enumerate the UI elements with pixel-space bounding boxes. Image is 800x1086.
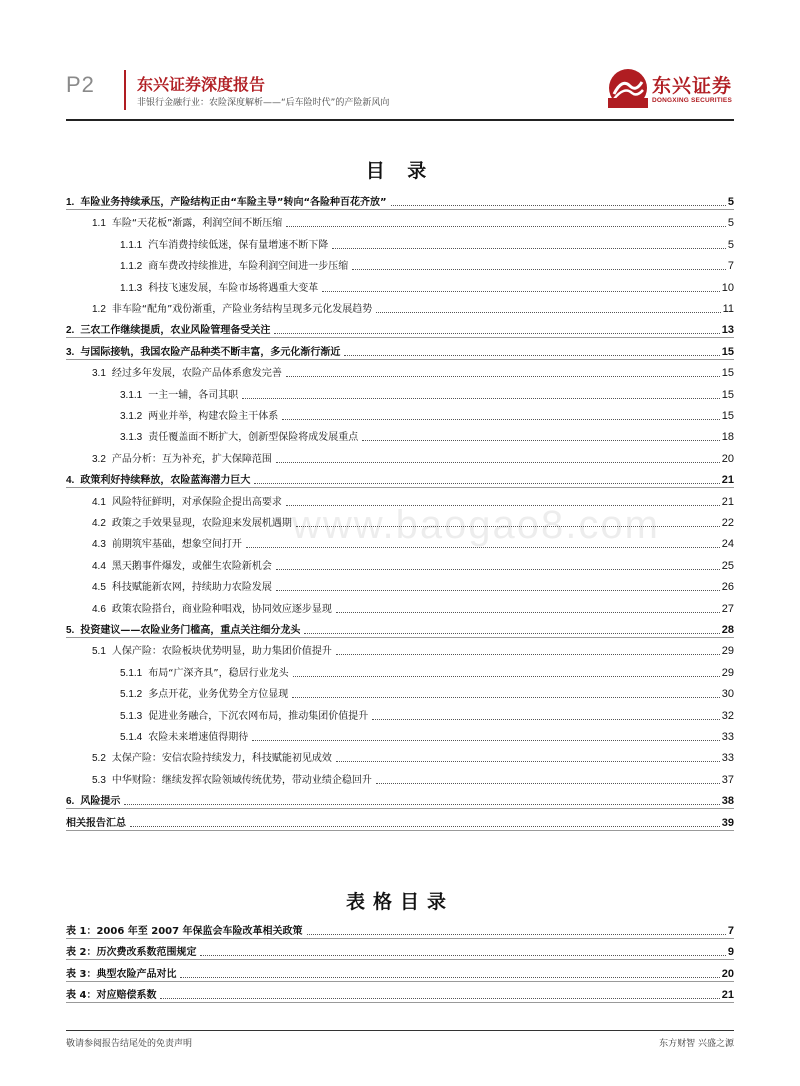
dot-leader [307, 934, 726, 935]
dot-leader [242, 398, 720, 399]
toc-entry-number: 4.2 [92, 518, 106, 529]
toc-entry-label [92, 496, 284, 509]
toc-entry-label [66, 474, 252, 487]
toc-entry[interactable] [66, 339, 734, 360]
toc-entry-label [92, 217, 284, 230]
toc-entry-label [120, 389, 240, 402]
toc-entry-number: 3.2 [92, 453, 106, 465]
toc-entry[interactable] [66, 703, 734, 723]
toc-entry-text: 商车费改持续推进，车险利润空间进一步压缩 [148, 261, 349, 273]
toc-entry-page: 32 [721, 709, 734, 722]
toc-entry-page: 21 [721, 495, 734, 508]
toc-entry-label [92, 581, 274, 594]
toc-entry-page: 15 [721, 388, 734, 401]
toc-entry-page: 29 [721, 645, 734, 658]
toc-entry[interactable] [66, 403, 734, 423]
toc-entry-text: 相关报告汇总 [66, 817, 126, 829]
toc-entry-number: 5. [66, 625, 75, 636]
toc-entry-page: 15 [721, 410, 734, 422]
dot-leader [254, 483, 719, 484]
toc-entry-page: 33 [721, 752, 734, 765]
toc-entry[interactable] [66, 767, 734, 787]
toc-title: 目 录 [365, 160, 435, 182]
toc-entry[interactable] [66, 638, 734, 658]
toc-entry[interactable] [66, 360, 734, 380]
toc-entry-page: 7 [727, 260, 734, 273]
logo-text-cn: 东兴证券 [652, 75, 733, 97]
toc-entry-number: 3. [66, 346, 75, 358]
toc-entry[interactable] [66, 232, 734, 252]
toc-entry-label [120, 710, 370, 723]
toc-entry-text: 一主一辅，各司其职 [148, 389, 239, 401]
table-entry-page: 21 [721, 989, 734, 1002]
toc-entry[interactable] [66, 553, 734, 573]
dot-leader [286, 376, 720, 377]
toc-entry-number: 4. [66, 475, 75, 487]
toc-entry[interactable] [66, 253, 734, 273]
toc-entry-text: 车险“天花板”渐露，利润空间不断压缩 [111, 218, 283, 230]
dot-leader [276, 569, 720, 570]
toc-entry-label [66, 624, 302, 637]
toc-entry-number: 3.1.2 [120, 411, 143, 422]
table-entry-page: 7 [727, 925, 734, 937]
dot-leader [304, 633, 719, 634]
toc-entry-number: 5.3 [92, 774, 106, 786]
dot-leader [274, 333, 719, 334]
toc-entry-label [92, 303, 374, 316]
toc-entry[interactable] [66, 317, 734, 338]
toc-entry-page: 24 [721, 538, 734, 551]
toc-entry-label [66, 346, 342, 359]
dot-leader [292, 697, 720, 698]
toc-entry-number: 4.5 [92, 582, 106, 594]
toc-entry-text: 三农工作继续提质，农业风险管理备受关注 [80, 325, 271, 337]
toc-entry-page: 37 [721, 773, 734, 786]
toc-entry-page: 18 [721, 431, 734, 444]
toc-entry-page: 5 [727, 217, 734, 230]
toc-entry-label [120, 282, 320, 295]
footer-slogan: 东方财智 兴盛之源 [659, 1039, 734, 1049]
toc-entry-text: 政策之手效果显现，农险迎来发展机遇期 [111, 518, 292, 529]
toc-entry-label [92, 453, 274, 466]
tables-toc-title: 表格目录 [345, 891, 454, 913]
toc-entry-page: 11 [722, 303, 734, 315]
dot-leader [372, 719, 720, 720]
page-number: P2 [66, 72, 95, 97]
table-entry-page: 20 [721, 967, 734, 980]
toc-entry[interactable] [66, 275, 734, 295]
toc-entry-number: 6. [66, 796, 75, 808]
toc-entry-text: 车险业务持续承压，产险结构正由“车险主导”转向“各险种百花齐放” [80, 197, 387, 208]
dot-leader [376, 783, 720, 784]
toc-entry-text: 两业并举，构建农险主干体系 [148, 411, 279, 422]
toc-entry-page: 21 [721, 474, 734, 487]
toc-entry-number: 3.1.3 [120, 432, 143, 444]
table-entry[interactable] [66, 918, 734, 939]
toc-entry[interactable] [66, 810, 734, 831]
toc-entry-number: 5.2 [92, 753, 106, 765]
toc-entry-label [120, 731, 250, 744]
toc-entry[interactable] [66, 617, 734, 638]
dot-leader [376, 312, 720, 313]
toc-entry-label [92, 774, 374, 787]
toc-entry-page: 38 [721, 795, 734, 808]
toc-entry-page: 5 [727, 238, 734, 251]
toc-entry-label [120, 688, 290, 701]
toc-entry-page: 39 [721, 816, 734, 829]
toc-entry-text: 农险未来增速值得期待 [148, 732, 249, 743]
toc-entry-number: 1. [66, 197, 75, 208]
dot-leader [352, 269, 726, 270]
toc-entry[interactable] [66, 745, 734, 765]
toc-entry-text: 非车险“配角”戏份渐重，产险业务结构呈现多元化发展趋势 [111, 304, 373, 315]
toc-entry[interactable] [66, 446, 734, 466]
toc-entry-label [66, 196, 389, 209]
toc-entry-label [92, 538, 244, 551]
toc-entry-number: 4.1 [92, 496, 106, 508]
dot-leader [293, 676, 720, 677]
toc-entry-number: 4.4 [92, 560, 106, 572]
toc-entry-label [120, 239, 330, 252]
table-entry-label: 表 4：对应赔偿系数 [66, 990, 157, 1002]
toc-entry-page: 5 [727, 196, 734, 208]
dot-leader [252, 740, 720, 741]
toc-entry-number: 1.1.1 [120, 239, 143, 251]
toc-entry-text: 与国际接轨，我国农险产品种类不断丰富，多元化渐行渐近 [80, 346, 341, 358]
toc-entry-text: 促进业务融合，下沉农网布局，推动集团价值提升 [148, 710, 369, 722]
toc-entry-number: 5.1.2 [120, 689, 143, 701]
dot-leader [282, 419, 720, 420]
dot-leader [332, 248, 726, 249]
dot-leader [336, 654, 720, 655]
toc-entry-label [92, 603, 334, 616]
toc-entry-page: 33 [721, 731, 734, 743]
toc-entry-number: 5.1.4 [120, 732, 143, 743]
toc-entry-text: 多点开花，业务优势全方位显现 [148, 689, 289, 701]
toc-entry-label [92, 560, 274, 573]
toc-entry-text: 风险提示 [80, 796, 121, 808]
dot-leader [276, 462, 720, 463]
toc-entry-text: 汽车消费持续低迷，保有量增速不断下降 [148, 239, 329, 251]
dot-leader [200, 955, 725, 956]
table-entry[interactable] [66, 982, 734, 1003]
toc-entry-label [120, 667, 291, 680]
toc-entry-page: 30 [721, 688, 734, 701]
toc-entry[interactable] [66, 189, 734, 210]
toc-entry[interactable] [66, 788, 734, 809]
toc-entry-text: 人保产险：农险板块优势明显，助力集团价值提升 [111, 646, 332, 658]
toc-entry-text: 经过多年发展，农险产品体系愈发完善 [111, 368, 282, 380]
dot-leader [286, 226, 726, 227]
table-entry[interactable] [66, 939, 734, 960]
toc-entry[interactable] [66, 210, 734, 230]
toc-entry[interactable] [66, 467, 734, 488]
toc-entry-label [120, 260, 350, 273]
report-subtitle: 非银行金融行业：农险深度解析——“后车险时代”的产险新风向 [137, 98, 390, 108]
toc-entry-page: 29 [721, 666, 734, 679]
dot-leader [362, 440, 720, 441]
toc-entry-text: 科技赋能新农网，持续助力农险发展 [111, 582, 272, 594]
toc-entry-number: 4.6 [92, 603, 106, 615]
toc-entry-number: 5.1.3 [120, 710, 143, 722]
toc-entry[interactable] [66, 424, 734, 444]
logo-mark-icon [608, 68, 648, 108]
toc-entry-page: 10 [721, 281, 734, 294]
dot-leader [322, 291, 720, 292]
table-entry-label: 表 3：典型农险产品对比 [66, 968, 177, 980]
dot-leader [130, 826, 720, 827]
toc-entry-number: 1.1 [92, 218, 106, 230]
dot-leader [336, 761, 720, 762]
dot-leader [336, 612, 720, 613]
toc-entry[interactable] [66, 296, 734, 316]
toc-entry-text: 政策农险搭台，商业险种唱戏，协同效应逐步显现 [111, 603, 332, 615]
toc-entry-text: 产品分析：互为补充，扩大保障范围 [111, 453, 272, 465]
toc-entry-text: 科技飞速发展，车险市场将遇重大变革 [148, 282, 319, 294]
toc-entry[interactable] [66, 574, 734, 594]
logo-text-en: DONGXING SECURITIES [652, 97, 733, 104]
toc-entry-page: 25 [721, 559, 734, 572]
dot-leader [180, 977, 719, 978]
toc-entry-number: 4.3 [92, 539, 106, 551]
toc-entry-number: 2. [66, 325, 75, 337]
footer-rule [66, 1030, 734, 1031]
dot-leader [391, 205, 726, 206]
toc-entry[interactable] [66, 596, 734, 616]
toc-entry-page: 27 [721, 602, 734, 615]
toc-entry-label [92, 367, 284, 380]
toc-entry-label [66, 795, 122, 808]
toc-entry[interactable] [66, 382, 734, 402]
toc-entry-number: 3.1 [92, 368, 106, 380]
toc-entry-label [66, 324, 272, 337]
toc-entry-text: 太保产险：安信农险持续发力，科技赋能初见成效 [111, 753, 332, 765]
toc-entry-label [66, 817, 128, 830]
toc-entry-page: 13 [721, 324, 734, 337]
toc-entry[interactable] [66, 681, 734, 701]
toc-entry[interactable] [66, 660, 734, 680]
footer-disclaimer: 敬请参阅报告结尾处的免责声明 [66, 1039, 193, 1049]
toc-entry-number: 5.1 [92, 646, 106, 658]
toc-entry-number: 3.1.1 [120, 389, 143, 401]
dot-leader [276, 590, 720, 591]
table-entry-page: 9 [727, 946, 734, 959]
watermark: www.baogao8.com [292, 503, 660, 547]
toc-entry-text: 责任覆盖面不断扩大，创新型保险将成发展重点 [148, 432, 359, 444]
toc-entry-number: 1.1.2 [120, 261, 143, 273]
toc-entry-label [92, 517, 294, 530]
table-entry[interactable] [66, 961, 734, 982]
toc-entry-page: 15 [721, 367, 734, 380]
toc-entry-label [92, 752, 334, 765]
toc-entry-text: 风险特征鲜明，对承保险企提出高要求 [111, 496, 282, 508]
toc-entry[interactable] [66, 724, 734, 744]
toc-entry-page: 28 [721, 624, 734, 636]
toc-entry-number: 1.2 [92, 304, 106, 315]
toc-entry-page: 20 [721, 452, 734, 465]
toc-entry-text: 投资建议——农险业务门槛高，重点关注细分龙头 [80, 625, 301, 636]
toc-entry-number: 5.1.1 [120, 667, 143, 679]
toc-entry-page: 15 [721, 345, 734, 358]
dot-leader [344, 355, 719, 356]
table-entry-label: 表 1：2006 年至 2007 年保监会车险改革相关政策 [66, 926, 303, 937]
table-entry-label: 表 2：历次费改系数范围规定 [66, 947, 197, 959]
header-divider [124, 70, 126, 110]
toc-entry-text: 前期筑牢基础，想象空间打开 [111, 539, 242, 551]
toc-entry-label [92, 645, 334, 658]
toc-entry-page: 26 [721, 581, 734, 594]
toc-entry-text: 政策利好持续释放，农险蓝海潜力巨大 [80, 475, 251, 487]
company-logo [608, 68, 738, 112]
toc-entry-text: 中华财险：继续发挥农险领域传统优势，带动业绩企稳回升 [111, 774, 372, 786]
toc-entry-number: 1.1.3 [120, 282, 143, 294]
toc-entry-text: 布局“广深齐具”，稳居行业龙头 [148, 667, 289, 679]
toc-entry-label [120, 410, 280, 423]
header-rule [66, 119, 734, 121]
report-title: 东兴证券深度报告 [137, 75, 266, 94]
toc-entry-label [120, 431, 360, 444]
dot-leader [124, 804, 719, 805]
dot-leader [160, 998, 719, 999]
toc-entry-text: 黑天鹅事件爆发，或催生农险新机会 [111, 560, 272, 572]
toc-entry-page: 22 [721, 517, 734, 529]
